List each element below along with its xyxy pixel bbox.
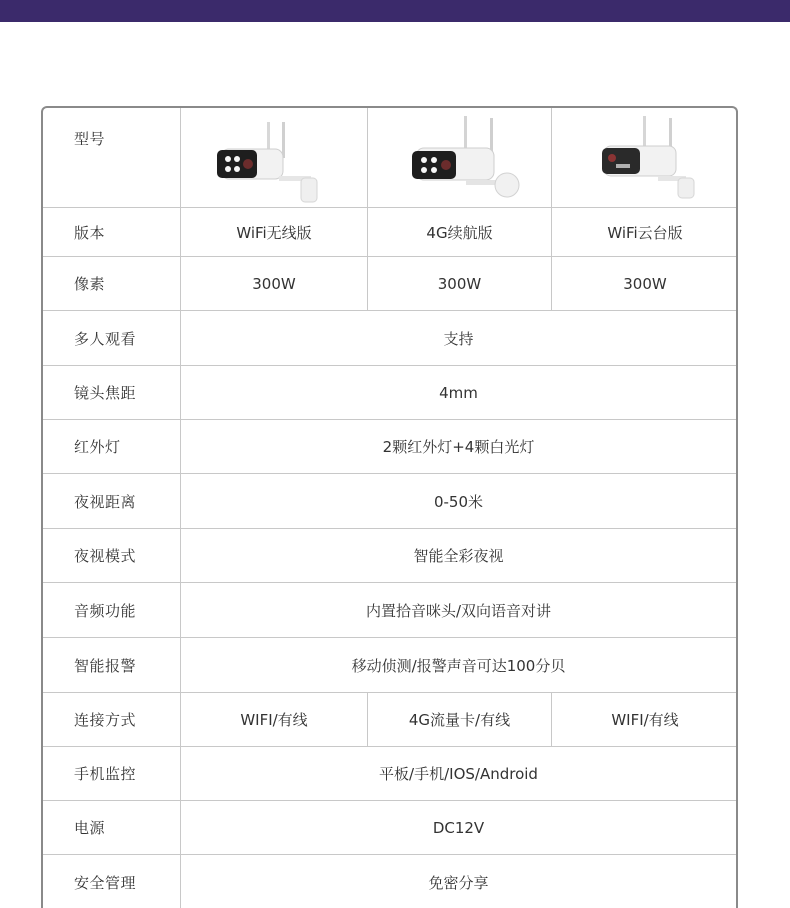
cell-multi-view: 支持 [443, 329, 474, 348]
row-label-night-distance: 夜视距离 [74, 492, 137, 511]
cell-version-2: 4G续航版 [426, 223, 493, 242]
table-row-focal-length [43, 366, 736, 419]
table-row-alarm [43, 638, 736, 692]
table-row-night-distance [43, 474, 736, 528]
row-label-mobile-monitor: 手机监控 [74, 765, 137, 783]
bullet-camera-4g-icon [368, 108, 551, 207]
row-label-multi-view: 多人观看 [74, 329, 137, 348]
cell-pixels-2: 300W [437, 274, 482, 293]
table-row-multi-view [43, 311, 736, 365]
cell-connection-3: WIFI/有线 [611, 711, 679, 729]
table-row-model [43, 108, 736, 207]
row-label-night-mode: 夜视模式 [74, 547, 137, 565]
table-row-connection [43, 693, 736, 746]
top-banner [0, 0, 790, 22]
cell-alarm: 移动侦测/报警声音可达100分贝 [351, 656, 566, 675]
cell-night-mode: 智能全彩夜视 [413, 547, 504, 565]
table-row-version [43, 208, 736, 256]
cell-pixels-3: 300W [623, 274, 667, 293]
row-label-focal-length: 镜头焦距 [74, 384, 137, 402]
cell-connection-1: WIFI/有线 [240, 711, 308, 729]
row-label-security: 安全管理 [74, 874, 137, 892]
cell-version-1: WiFi无线版 [236, 223, 312, 242]
cell-connection-2: 4G流量卡/有线 [408, 711, 511, 729]
cell-night-distance: 0-50米 [433, 492, 484, 511]
table-row-audio [43, 583, 736, 637]
row-label-version: 版本 [74, 223, 106, 242]
row-label-model: 型号 [74, 130, 106, 148]
row-label-power: 电源 [74, 819, 106, 837]
spec-table [41, 106, 738, 908]
cell-version-3: WiFi云台版 [607, 223, 683, 242]
bullet-camera-wifi-icon [181, 108, 367, 207]
table-row-night-mode [43, 529, 736, 582]
table-row-infrared [43, 420, 736, 473]
bullet-camera-ptz-icon [552, 108, 738, 207]
cell-audio: 内置拾音咪头/双向语音对讲 [365, 601, 552, 620]
row-label-connection: 连接方式 [74, 711, 137, 729]
cell-mobile-monitor: 平板/手机/IOS/Android [379, 765, 538, 783]
row-label-pixels: 像素 [74, 275, 106, 293]
cell-infrared: 2颗红外灯+4颗白光灯 [382, 438, 535, 456]
row-label-alarm: 智能报警 [74, 656, 137, 675]
row-label-infrared: 红外灯 [74, 438, 121, 456]
cell-pixels-1: 300W [252, 274, 296, 293]
table-row-security [43, 855, 736, 908]
table-row-mobile-monitor [43, 747, 736, 800]
row-label-audio: 音频功能 [74, 601, 137, 620]
table-row-pixels [43, 257, 736, 310]
table-row-power [43, 801, 736, 854]
cell-security: 免密分享 [428, 874, 489, 892]
cell-power: DC12V [432, 818, 485, 837]
cell-focal-length: 4mm [439, 383, 478, 402]
